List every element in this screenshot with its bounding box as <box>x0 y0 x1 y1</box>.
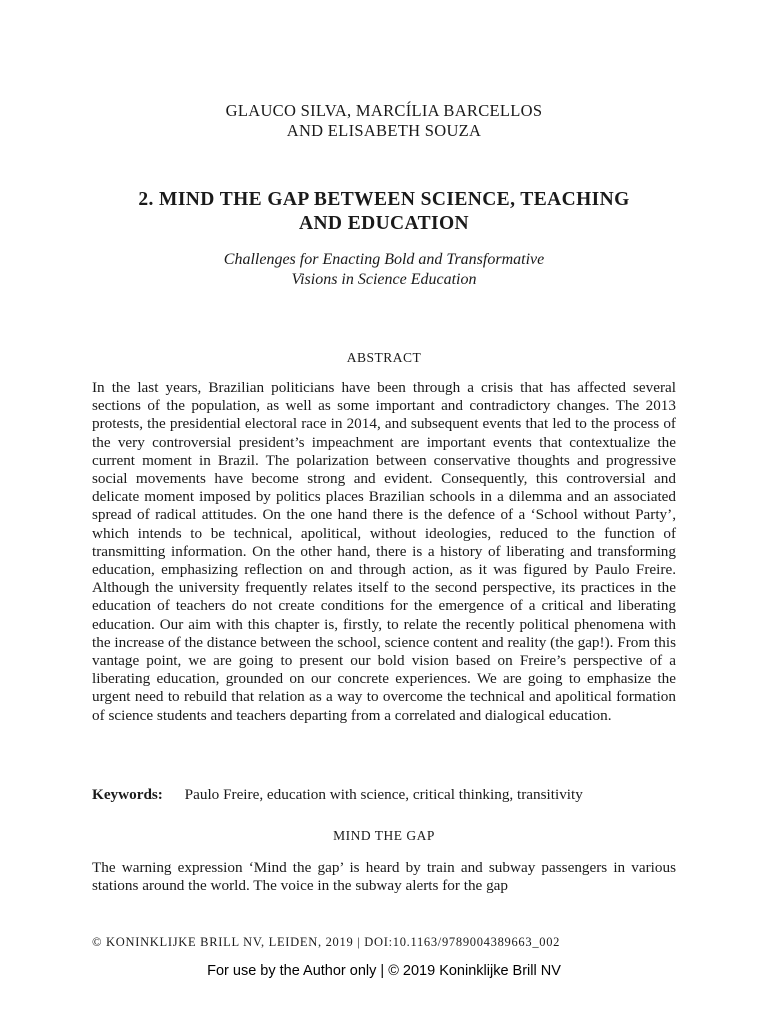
subtitle-line-2: Visions in Science Education <box>291 271 477 288</box>
keywords-label: Keywords: <box>92 786 163 803</box>
chapter-subtitle <box>0 250 768 290</box>
abstract-text: In the last years, Brazilian politicians have been through a crisis that has affected several sections of the population, as well as some important and contradictory changes. The 2013 protests, the presidential electoral race in 2014, and subsequent events that led to the process of the very controversial president’s impeachment are important events that contextualize the current moment in Brazil. The polarization between conservative thoughts and progressive social movements have become strong and evident. Consequently, this controversial and delicate moment imposed by politics places Brazilian schools in a dilemma and an associated spread of radical attitudes. On the one hand there is the defence of a ‘School without Party’, which intends to be technical, apolitical, without ideologies, reduced to the function of transmitting information. On the other hand, there is a history of liberating and transforming education, emphasizing reflection on and through action, as it was figured by Paulo Freire. Although the university frequently relates itself to the second perspective, its practices in the education of teachers do not create conditions for the emergence of a critical and liberating education. Our aim with this chapter is, firstly, to relate the recently political phenomena with the increase of the distance between the school, science content and reality (the gap!). From this vantage point, we are going to present our bold vision based on Freire’s perspective of a liberating education, grounded on our concrete experiences. We are going to emphasize the urgent need to rebuild that relation as a way to overcome the technical and apolitical formation of science students and teachers departing from a correlated and dialogical education. <box>92 379 676 724</box>
keywords-row <box>92 786 692 804</box>
copyright-doi-line: © KONINKLIJKE BRILL NV, LEIDEN, 2019 | DOI:10.1163/9789004389663_002 <box>92 935 561 949</box>
keywords-values: Paulo Freire, education with science, critical thinking, transitivity <box>184 786 583 803</box>
subtitle-line-1: Challenges for Enacting Bold and Transformative <box>223 251 545 268</box>
authors-line-1: GLAUCO SILVA, MARCÍLIA BARCELLOS <box>225 101 543 120</box>
title-line-1: 2. MIND THE GAP BETWEEN SCIENCE, TEACHING <box>138 189 630 210</box>
chapter-title <box>0 188 768 236</box>
section-heading: MIND THE GAP <box>333 828 435 843</box>
section-body-text: The warning expression ‘Mind the gap’ is heard by train and subway passengers in various stations around the world. The voice in the subway alerts for the gap <box>92 859 676 895</box>
abstract-heading: ABSTRACT <box>346 350 422 365</box>
title-line-2: AND EDUCATION <box>298 213 470 234</box>
author-use-notice: For use by the Author only | © 2019 Koninklijke Brill NV <box>207 963 561 979</box>
chapter-authors <box>0 101 768 141</box>
authors-line-2: AND ELISABETH SOUZA <box>286 121 482 140</box>
